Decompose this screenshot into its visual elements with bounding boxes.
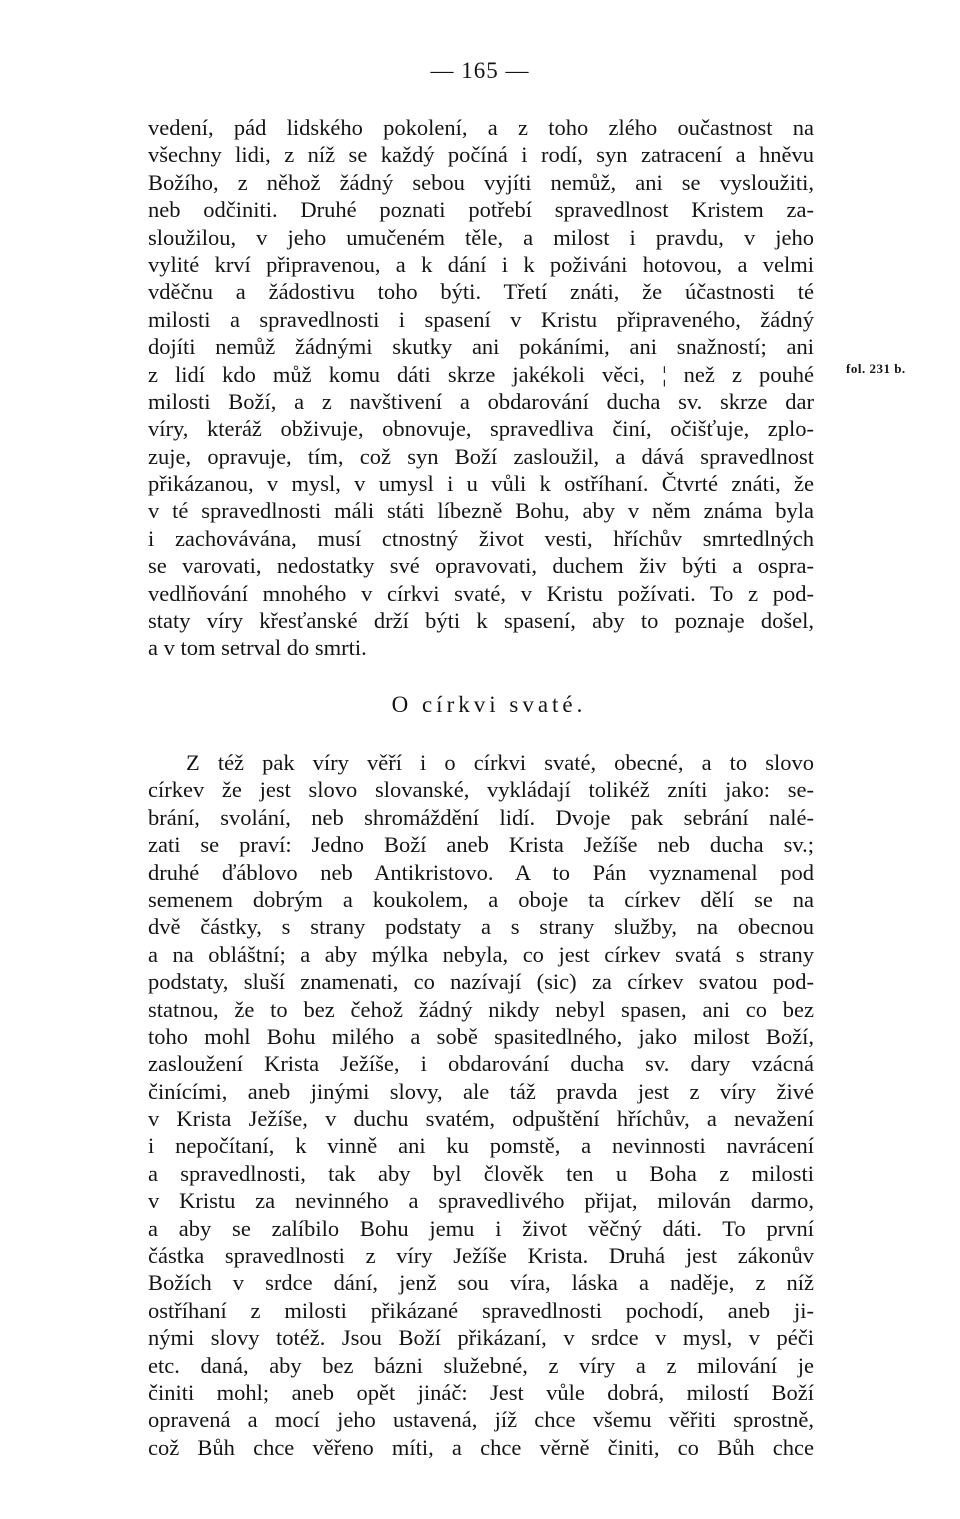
text-line: milosti a spravedlnosti i spasení v Kristu připraveného, žádný: [148, 306, 814, 332]
page-number: — 165 —: [430, 58, 530, 83]
text-line: neb odčiniti. Druhé poznati potřebí spravedlnost Kristem za-: [148, 197, 814, 223]
text-line: církev že jest slovo slovanské, vykládají tolikéž zníti jako: se-: [148, 777, 814, 803]
text-line: v Krista Ježíše, v duchu svatém, odpuštění hříchův, a nevažení: [148, 1106, 814, 1132]
text-line: a na obláštní; a aby mýlka nebyla, co jest církev svatá s strany: [148, 941, 814, 967]
text-line: vděčnu a žádostivu toho býti. Třetí znáti, že účastnosti té: [148, 279, 814, 305]
text-line: etc. daná, aby bez bázni služebné, z víry a z milování je: [148, 1352, 814, 1378]
section-heading: O církvi svaté.: [391, 692, 587, 717]
text-line: a v tom setrval do smrti.: [148, 635, 367, 661]
text-line: částka spravedlnosti z víry Ježíše Krista. Druhá jest zákonův: [148, 1243, 814, 1269]
text-line: toho mohl Bohu milého a sobě spasitedlného, jako milost Boží,: [148, 1023, 814, 1049]
text-line: staty víry křesťanské drží býti k spasení, aby to poznaje došel,: [148, 608, 814, 634]
text-line: činícími, aneb jinými slovy, ale táž pravda jest z víry živé: [148, 1078, 814, 1104]
text-line: zati se praví: Jedno Boží aneb Krista Ježíše neb ducha sv.;: [148, 832, 814, 858]
text-line: milosti Boží, a z navštivení a obdarování ducha sv. skrze dar: [148, 388, 814, 414]
text-line: dvě částky, s strany podstaty a s strany služby, na obecnou: [148, 914, 814, 940]
text-line: i nepočítaní, k vinně ani ku pomstě, a nevinnosti navrácení: [148, 1133, 814, 1159]
text-line: z lidí kdo můž komu dáti skrze jakékoli věci, ¦ než z pouhé: [148, 361, 814, 387]
text-line: brání, svolání, neb shromáždění lidí. Dvoje pak sebrání nalé-: [148, 804, 814, 830]
text-line: dojíti nemůž žádnými skutky ani pokáními, ani snažností; ani: [148, 334, 814, 360]
text-line: druhé ďáblovo neb Antikristovo. A to Pán vyznamenal pod: [148, 859, 814, 885]
margin-note: fol. 231 b.: [846, 361, 906, 376]
text-line: v Kristu za nevinného a spravedlivého přijat, milován darmo,: [148, 1188, 814, 1214]
text-line: Z též pak víry věří i o církvi svaté, obecné, a to slovo: [186, 750, 814, 775]
text-line: sloužilou, v jeho umučeném těle, a milost i pravdu, v jeho: [148, 224, 814, 250]
text-line: v té spravedlnosti máli státi líbezně Bohu, aby v něm známa byla: [148, 498, 814, 524]
text-line: statnou, že to bez čehož žádný nikdy nebyl spasen, ani co bez: [148, 996, 814, 1022]
text-line: Božích v srdce dání, jenž sou víra, láska a naděje, z níž: [148, 1270, 814, 1296]
text-line: všechny lidi, z níž se každý počíná i rodí, syn zatracení a hněvu: [148, 142, 814, 168]
text-line: víry, kteráž obživuje, obnovuje, spravedliva činí, očišťuje, zplo-: [148, 416, 814, 442]
text-line: ostříhaní z milosti přikázané spravedlnosti pochodí, aneb ji-: [148, 1297, 814, 1323]
paragraph-2: [148, 749, 814, 1461]
text-line: vedlňování mnohého v církvi svaté, v Kristu požívati. To z pod-: [148, 580, 814, 606]
text-line: i zachovávána, musí ctnostný život vesti, hříchův smrtedlných: [148, 525, 814, 551]
text-line: nými slovy totéž. Jsou Boží přikázaní, v srdce v mysl, v péči: [148, 1325, 814, 1351]
text-line: zasloužení Krista Ježíše, i obdarování ducha sv. dary vzácná: [148, 1051, 814, 1077]
text-line: Božího, z něhož žádný sebou vyjíti nemůž, ani se vysloužiti,: [148, 169, 814, 195]
text-line: a aby se zalíbilo Bohu jemu i život věčný dáti. To první: [148, 1215, 814, 1241]
text-line: zuje, opravuje, tím, což syn Boží zasloužil, a dává spravedlnost: [148, 443, 814, 469]
text-line: semenem dobrým a koukolem, a oboje ta církev dělí se na: [148, 886, 814, 912]
text-line: a spravedlnosti, tak aby byl člověk ten u Boha z milosti: [148, 1160, 814, 1186]
text-line: činiti mohl; aneb opět jináč: Jest vůle dobrá, milostí Boží: [148, 1379, 814, 1405]
text-line: vedení, pád lidského pokolení, a z toho zlého oučastnost na: [148, 115, 814, 140]
text-line: přikázanou, v mysl, v umysl i u vůli k ostříhaní. Čtvrté znáti, že: [148, 471, 814, 497]
text-line: podstaty, sluší znamenati, co nazívají (sic) za církev svatou pod-: [148, 969, 814, 995]
text-line: opravená a mocí jeho ustavená, jíž chce všemu věřiti sprostně,: [148, 1407, 814, 1433]
text-line: vylité krví připravenou, a k dání i k poživáni hotovou, a velmi: [148, 251, 814, 277]
paragraph-1: [148, 114, 814, 662]
text-line: se varovati, nedostatky své opravovati, duchem živ býti a ospra-: [148, 553, 814, 579]
text-line: což Bůh chce věřeno míti, a chce věrně činiti, co Bůh chce: [148, 1434, 814, 1460]
